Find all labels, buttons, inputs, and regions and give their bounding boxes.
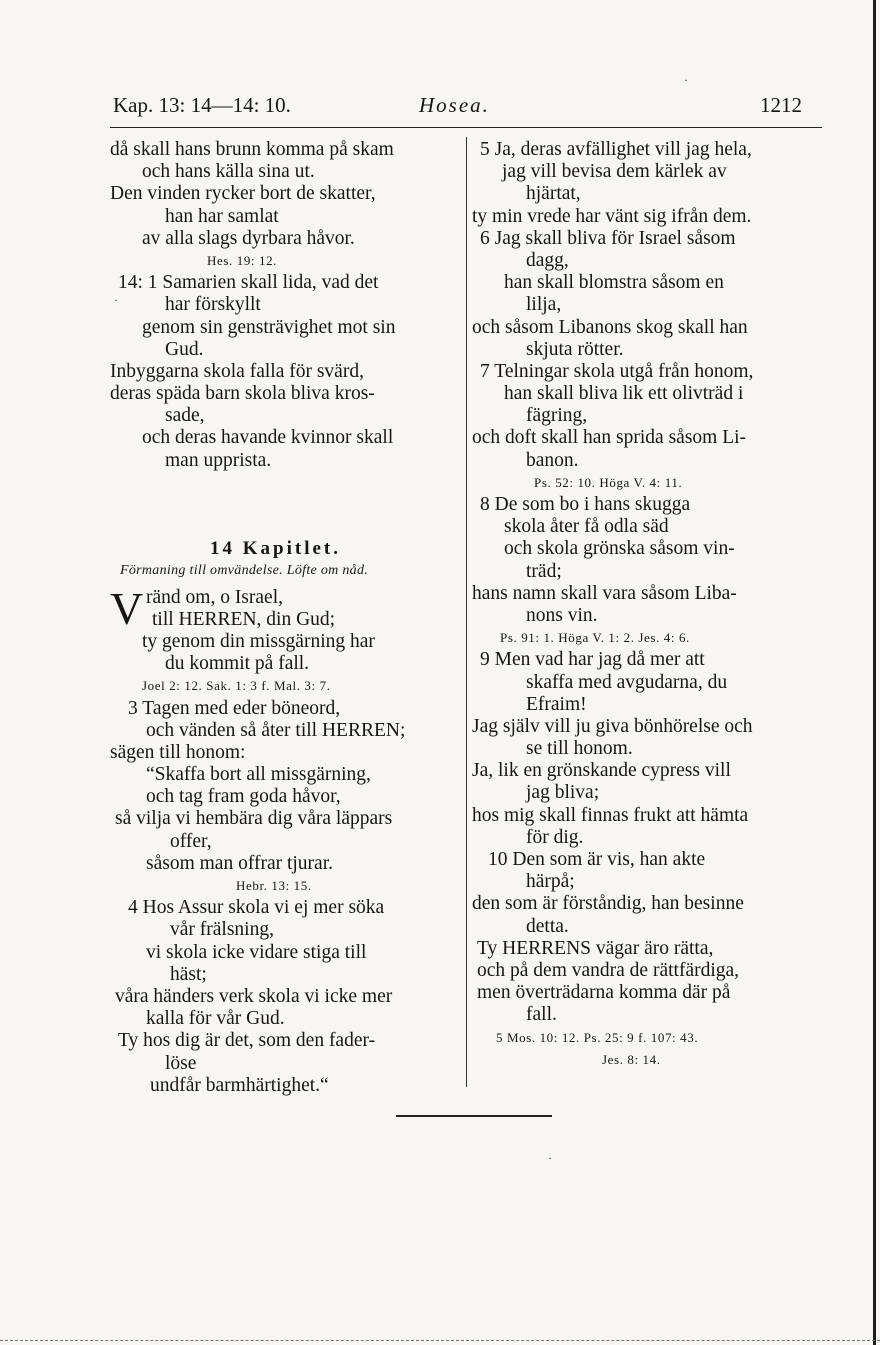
verse-line: 14: 1 Samarien skall lida, vad det: [118, 272, 379, 294]
verse-line: 7 Telningar skola utgå från honom,: [480, 360, 754, 382]
verse-line: “Skaffa bort all missgärning,: [146, 764, 371, 786]
chapter-summary: Förmaning till omvändelse. Löfte om nåd.: [120, 563, 369, 579]
page-bottom-edge: [0, 1340, 880, 1342]
verse-line: och såsom Libanons skog skall han: [472, 316, 748, 338]
verse-line: fägring,: [526, 405, 588, 427]
verse-line: 3 Tagen med eder böneord,: [128, 697, 341, 719]
verse-line: och på dem vandra de rättfärdiga,: [477, 959, 740, 981]
verse-line: hans namn skall vara såsom Liba-: [472, 582, 737, 604]
verse-line: 4 Hos Assur skola vi ej mer söka: [128, 897, 385, 919]
verse-line: hos mig skall finnas frukt att hämta: [472, 804, 749, 826]
verse-line: detta.: [526, 915, 569, 937]
verse-line: och doft skall han sprida såsom Li-: [472, 427, 747, 449]
verse-line: 5 Ja, deras avfällighet vill jag hela,: [480, 139, 752, 160]
verse-line: den som är förståndig, han besinne: [472, 893, 744, 915]
verse-line: jag vill bevisa dem kärlek av: [502, 161, 727, 183]
verse-line: 8 De som bo i hans skugga: [480, 494, 691, 515]
verse-line: nons vin.: [526, 604, 598, 626]
verse-line: 10 Den som är vis, han akte: [488, 849, 706, 870]
cross-reference: Joel 2: 12. Sak. 1: 3 f. Mal. 3: 7.: [142, 678, 331, 694]
verse-line: kalla för vår Gud.: [146, 1008, 285, 1030]
verse-line: han har samlat: [165, 205, 279, 227]
verse-line: har förskyllt: [165, 294, 261, 316]
verse-line: dagg,: [526, 249, 569, 271]
verse-line: ty min vrede har vänt sig ifrån dem.: [472, 205, 752, 227]
verse-line: och vänden så åter till HERREN;: [146, 719, 406, 741]
verse-line: Ty hos dig är det, som den fader-: [118, 1030, 376, 1052]
cross-reference: Hes. 19: 12.: [207, 252, 278, 268]
verse-line: till HERREN, din Gud;: [152, 608, 336, 630]
verse-line: offer,: [170, 830, 212, 852]
verse-line: skaffa med avgudarna, du: [526, 671, 728, 693]
verse-line: och hans källa sina ut.: [142, 161, 315, 183]
verse-line: såsom man offrar tjurar.: [146, 852, 334, 874]
verse-line: Ty HERRENS vägar äro rätta,: [477, 937, 714, 959]
print-speck: ·: [114, 293, 118, 307]
verse-line: 6 Jag skall bliva för Israel såsom: [480, 227, 736, 249]
verse-line: skjuta rötter.: [526, 338, 624, 360]
verse-line: han skall bliva lik ett olivträd i: [504, 383, 744, 405]
drop-cap: V: [110, 582, 144, 634]
print-speck: ·: [684, 73, 688, 87]
verse-line: Den vinden rycker bort de skatter,: [110, 183, 376, 205]
verse-line: vi skola icke vidare stiga till: [146, 941, 367, 963]
verse-line: lilja,: [526, 294, 562, 316]
print-speck: ·: [548, 1151, 552, 1165]
verse-line: och deras havande kvinnor skall: [142, 427, 394, 449]
verse-line: se till honom.: [526, 738, 633, 760]
verse-line: banon.: [526, 449, 579, 471]
verse-line: sade,: [165, 405, 205, 427]
verse-line: Jag själv vill ju giva bönhörelse och: [472, 715, 753, 737]
verse-line: fall.: [526, 1004, 557, 1026]
verse-line: våra händers verk skola vi icke mer: [115, 985, 393, 1007]
verse-line: deras späda barn skola bliva kros-: [110, 383, 375, 405]
verse-line: sägen till honom:: [110, 741, 246, 763]
verse-line: av alla slags dyrbara håvor.: [142, 227, 355, 249]
page-number: 1212: [760, 93, 802, 117]
column-divider: [466, 137, 467, 1087]
verse-line: hjärtat,: [526, 183, 581, 205]
verse-line: Ja, lik en grönskande cypress vill: [472, 760, 731, 782]
chapter-heading-text: 14 Kapitlet.: [210, 538, 341, 560]
verse-line: men överträdarna komma där på: [477, 982, 731, 1004]
verse-line: 9 Men vad har jag då mer att: [480, 649, 705, 671]
cross-reference: Ps. 52: 10. Höga V. 4: 11.: [534, 474, 683, 490]
verse-line: för dig.: [526, 826, 584, 848]
verse-line: löse: [165, 1052, 197, 1074]
verse-line: och tag fram goda håvor,: [146, 786, 341, 808]
cross-reference: 5 Mos. 10: 12. Ps. 25: 9 f. 107: 43.: [496, 1029, 699, 1045]
header-rule: [110, 127, 822, 128]
verse-line: Inbyggarna skola falla för svärd,: [110, 360, 364, 382]
cross-reference: Jes. 8: 14.: [602, 1051, 661, 1067]
chapter-heading: [110, 538, 462, 560]
verse-line: genom sin gensträvighet mot sin: [142, 316, 396, 338]
verse-line: och skola grönska såsom vin-: [504, 538, 735, 560]
verse-line: då skall hans brunn komma på skam: [110, 139, 394, 160]
blank-line: [110, 494, 462, 516]
verse-line: träd;: [526, 560, 562, 582]
verse-line: Gud.: [165, 338, 204, 360]
verse-line: undfår barmhärtighet.“: [150, 1074, 329, 1096]
cross-reference: Ps. 91: 1. Höga V. 1: 2. Jes. 4: 6.: [500, 630, 690, 646]
page-edge: [873, 0, 876, 1345]
chapter-reference: Kap. 13: 14—14: 10.: [113, 93, 291, 117]
left-column: [110, 139, 462, 1097]
verse-text: ränd om, o Israel,: [146, 586, 283, 608]
book-title: Hosea.: [419, 93, 490, 117]
verse-line: så vilja vi hembära dig våra läppars: [115, 808, 393, 830]
verse-line: jag bliva;: [526, 782, 600, 804]
verse-line: du kommit på fall.: [165, 653, 310, 675]
footer-rule: [396, 1115, 552, 1117]
verse-line: han skall blomstra såsom en: [504, 272, 724, 294]
right-column: [472, 139, 824, 1071]
blank-line: [110, 472, 462, 494]
verse-line: skola åter få odla säd: [504, 516, 669, 538]
cross-reference: Hebr. 13: 15.: [236, 878, 312, 893]
verse-line: vår frälsning,: [170, 919, 274, 941]
verse-line: ty genom din missgärning har: [142, 630, 375, 652]
verse-line: härpå;: [526, 871, 575, 893]
verse-line: häst;: [170, 963, 207, 985]
verse-line: man upprista.: [165, 449, 272, 471]
verse-line: Efraim!: [526, 693, 587, 715]
